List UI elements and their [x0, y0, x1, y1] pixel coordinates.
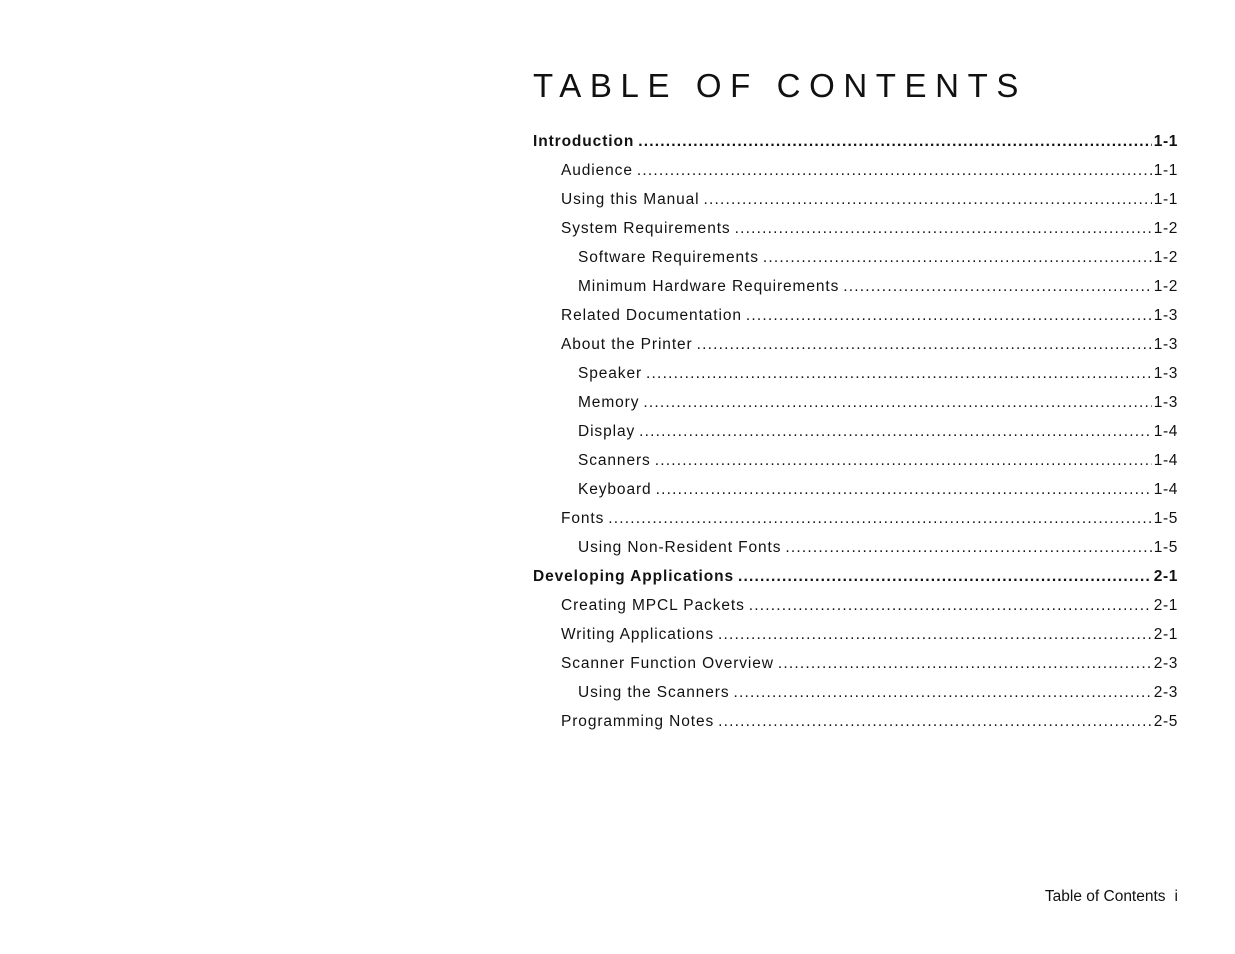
table-of-contents	[533, 131, 1178, 740]
toc-dot-leader	[643, 392, 1151, 414]
toc-entry-label: Using this Manual	[561, 191, 700, 208]
toc-dot-leader	[735, 218, 1152, 240]
toc-entry[interactable]	[533, 624, 1178, 653]
toc-entry-page: 2-5	[1153, 713, 1178, 730]
toc-entry[interactable]	[533, 450, 1178, 479]
toc-entry-label: Using the Scanners	[578, 684, 730, 701]
toc-entry-page: 1-4	[1153, 481, 1178, 498]
toc-entry[interactable]	[533, 508, 1178, 537]
toc-entry-label: Keyboard	[578, 481, 652, 498]
toc-entry[interactable]	[533, 160, 1178, 189]
toc-entry-label: Developing Applications	[533, 568, 734, 585]
toc-entry-label: Creating MPCL Packets	[561, 597, 745, 614]
toc-entry-page: 1-3	[1153, 307, 1178, 324]
toc-entry-label: Display	[578, 423, 636, 440]
toc-entry-label: Related Documentation	[561, 307, 742, 324]
toc-entry-label: Programming Notes	[561, 713, 715, 730]
toc-entry-page: 1-2	[1153, 249, 1178, 266]
toc-entry-page: 2-3	[1153, 655, 1178, 672]
toc-entry-page: 1-1	[1153, 162, 1178, 179]
toc-entry-page: 1-4	[1153, 423, 1178, 440]
toc-entry-label: Using Non-Resident Fonts	[578, 539, 782, 556]
toc-dot-leader	[746, 305, 1152, 327]
toc-dot-leader	[778, 653, 1152, 675]
toc-dot-leader	[738, 566, 1152, 588]
toc-entry-label: Software Requirements	[578, 249, 759, 266]
toc-entry-page: 1-3	[1153, 336, 1178, 353]
toc-entry-label: Minimum Hardware Requirements	[578, 278, 840, 295]
page-title: TABLE OF CONTENTS	[533, 67, 1027, 104]
toc-entry-page: 1-1	[1153, 133, 1178, 150]
toc-entry-label: Memory	[578, 394, 640, 411]
toc-entry[interactable]	[533, 392, 1178, 421]
toc-dot-leader	[639, 421, 1152, 443]
toc-entry[interactable]	[533, 131, 1178, 160]
toc-dot-leader	[704, 189, 1152, 211]
toc-entry-page: 1-5	[1153, 539, 1178, 556]
toc-entry-label: System Requirements	[561, 220, 731, 237]
toc-dot-leader	[646, 363, 1152, 385]
toc-dot-leader	[637, 160, 1152, 182]
toc-entry[interactable]	[533, 566, 1178, 595]
toc-entry[interactable]	[533, 218, 1178, 247]
toc-entry-page: 1-2	[1153, 220, 1178, 237]
toc-entry-page: 1-3	[1153, 394, 1178, 411]
toc-entry-page: 1-4	[1153, 452, 1178, 469]
toc-dot-leader	[718, 624, 1152, 646]
toc-dot-leader	[843, 276, 1152, 298]
toc-entry[interactable]	[533, 653, 1178, 682]
toc-entry-label: Scanners	[578, 452, 651, 469]
toc-dot-leader	[655, 450, 1152, 472]
toc-entry-label: Introduction	[533, 133, 635, 150]
toc-dot-leader	[733, 682, 1151, 704]
page-footer	[1045, 888, 1178, 906]
toc-entry-label: Audience	[561, 162, 633, 179]
toc-entry-page: 2-3	[1153, 684, 1178, 701]
toc-entry-label: About the Printer	[561, 336, 693, 353]
toc-entry[interactable]	[533, 595, 1178, 624]
toc-entry-page: 1-2	[1153, 278, 1178, 295]
toc-entry-page: 2-1	[1153, 568, 1178, 585]
toc-entry-page: 1-5	[1153, 510, 1178, 527]
toc-entry[interactable]	[533, 276, 1178, 305]
toc-dot-leader	[718, 711, 1152, 733]
footer-page-number: i	[1174, 888, 1178, 905]
toc-entry-label: Writing Applications	[561, 626, 714, 643]
toc-dot-leader	[785, 537, 1151, 559]
toc-entry-page: 2-1	[1153, 597, 1178, 614]
toc-entry[interactable]	[533, 189, 1178, 218]
toc-dot-leader	[749, 595, 1152, 617]
toc-entry[interactable]	[533, 537, 1178, 566]
toc-entry-label: Scanner Function Overview	[561, 655, 774, 672]
toc-dot-leader	[638, 131, 1152, 153]
toc-entry[interactable]	[533, 334, 1178, 363]
toc-entry[interactable]	[533, 247, 1178, 276]
toc-entry[interactable]	[533, 711, 1178, 740]
toc-entry[interactable]	[533, 479, 1178, 508]
toc-dot-leader	[697, 334, 1152, 356]
toc-entry[interactable]	[533, 305, 1178, 334]
toc-entry[interactable]	[533, 363, 1178, 392]
toc-entry-page: 1-3	[1153, 365, 1178, 382]
toc-dot-leader	[608, 508, 1152, 530]
toc-entry[interactable]	[533, 421, 1178, 450]
toc-entry[interactable]	[533, 682, 1178, 711]
toc-entry-label: Fonts	[561, 510, 605, 527]
footer-label: Table of Contents	[1044, 888, 1166, 905]
toc-entry-page: 1-1	[1153, 191, 1178, 208]
toc-dot-leader	[763, 247, 1152, 269]
toc-entry-label: Speaker	[578, 365, 643, 382]
toc-entry-page: 2-1	[1153, 626, 1178, 643]
toc-dot-leader	[656, 479, 1152, 501]
